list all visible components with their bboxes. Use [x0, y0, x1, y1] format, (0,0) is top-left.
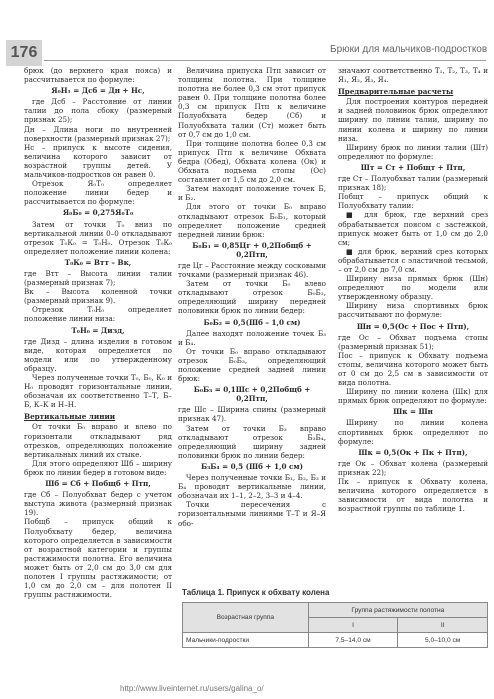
page-number: 176: [6, 40, 42, 66]
paragraph: Пос – припуск к Обхвату подъема стопы, величина которого может быть от 0 см до 2,5 см в зависимости от вида полотна.: [338, 350, 488, 388]
paragraph: Вк – Высота коленной точки (размерный признак 9).: [24, 287, 172, 306]
paragraph: Далее находят положение точек Б₃ и Б₄.: [178, 328, 326, 347]
paragraph: значают соответственно Т₁, Т₂, Т₃, Т₄ и Я₁, Я₂, Я₃, Я₄.: [338, 66, 488, 85]
table-cell: 7,5–14,0 см: [308, 633, 398, 648]
paragraph: где Втт – Высота линии талии (размерный признак 7);: [24, 268, 172, 288]
paragraph: Отрезок Я₀Т₀ определяет положение линии бедер и рассчитывается по формуле:: [24, 179, 172, 207]
bullet-item: ■ для брюк, верхний срез которых обрабатывается с эластичной тесьмой, – от 2,0 см до 7,0 см.: [338, 246, 488, 274]
paragraph: От точки Б₀ вправо откладывают отрезок Б₀Б₃, определяющий положение средней задней линии брюк:: [178, 346, 326, 384]
section-heading: Предварительные расчеты: [338, 87, 454, 97]
paragraph: где Дизд – длина изделия в готовом виде, которая определяется по модели или по утвержденному образцу.: [24, 336, 172, 373]
paragraph: Ширину брюк по линии талии (Шт) определяют по формуле:: [338, 142, 488, 161]
table-row: [183, 633, 488, 648]
knee-allowance-table: [182, 602, 488, 648]
paragraph: Нс – припуск к высоте сидения, величина которого зависит от возрастной группы детей. У мальчиков-подростков он равен 0.: [24, 142, 172, 180]
paragraph: Величина припуска Птп зависит от толщины полотна. При толщине полотна не более 0,3 см этот припуск равен 0. При толщине полотна более 0,3 см припуск Птп к величине Полуобхвата бедер (Сб) и Полуобхвата талии (Ст) может быть от 0,7 см до 1,0 см.: [178, 66, 326, 139]
group-2-header: II: [398, 618, 488, 633]
paragraph: где Цг – Расстояние между сосковыми точками (размерный признак 46).: [178, 260, 326, 280]
formula: Шн = 0,5(Ос + Пос + Птп),: [356, 321, 470, 331]
paragraph: где Ос – Обхват подъема стопы (размерный признак 51);: [338, 332, 488, 351]
stretch-group-header: Группа растяжимости полотна: [308, 603, 487, 618]
paragraph: брюк (до верхнего края пояса) и рассчитывается по формуле:: [24, 66, 172, 85]
paragraph: где Шс – Ширина спины (размерный признак 47).: [178, 405, 326, 424]
formula: Б₀Б₃ = 0,1Шс + 0,2Побщб + 0,2Птп,: [193, 385, 311, 404]
bullet-item: ■ для брюк, где верхний срез обрабатывается поясом с застежкой, припуск может быть от 1,0 см до 2,0 см;: [338, 210, 488, 247]
text-column-2: [178, 66, 326, 528]
formula: Т₀К₀ = Втт – Вк,: [64, 257, 132, 267]
formula: Б₀Б₁ = 0,85Цг + 0,2Побщб + 0,2Птп,: [192, 240, 312, 259]
paragraph: Отрезок Т₀Н₀ определяет положение линии низа:: [24, 305, 172, 324]
paragraph: От точки Б₀ вправо и влево по горизонтали откладывают ряд отрезков, определяющих положение вертикальных линий их стыке.: [24, 422, 172, 459]
paragraph: Пк – припуск к Обхвату колена, величина которого определяется в зависимости от вида полотна и возрастной группы по таблице 1.: [338, 477, 488, 514]
paragraph: Ширину по линии колена спортивных брюк определяют по формуле:: [338, 418, 488, 446]
paragraph: При толщине полотна более 0,3 см припуск Птп к величине Обхвата бедра (Обед), Обхвата колена (Ок) и Обхвата подъема стопы (Ос) составляет от 1,5 см до 2,0 см.: [178, 138, 326, 185]
paragraph: где Дсб – Расстояние от линии талии до пола сбоку (размерный признак 25);: [24, 97, 172, 125]
paragraph: Затем от точки Т₀ вниз по вертикальной линии 0–0 откладывают отрезок Т₀К₀ = Т₀Н₀. Отрезок Т₀К₀ определяет положение линии колена:: [24, 219, 172, 256]
paragraph: Точки пересечения с горизонтальными линиями Т–Т и Я–Я обо-: [178, 500, 326, 528]
row-label: Мальчики-подростки: [183, 633, 309, 648]
formula: Шт = Ст + Побщт + Птп,: [360, 162, 466, 172]
formula: Б₃Б₄ = 0,5 (Шб + 1,0 см): [201, 461, 303, 471]
table-title: Таблица 1. Припуск к обхвату колена: [182, 588, 330, 597]
paragraph: Затем находят положение точек Б, и Б₂.: [178, 184, 326, 203]
paragraph: где Ок – Обхват колена (размерный признак 22);: [338, 458, 488, 477]
text-column-1: [24, 66, 172, 599]
formula: Б₀Б₂ = 0,5(Шб – 1,0 см): [203, 317, 301, 327]
paragraph: Ширину низа спортивных брюк рассчитывают по формуле:: [338, 301, 488, 320]
formula: Я₀Б₀ = 0,275Я₀Т₀: [62, 208, 134, 218]
paragraph: Ширину по линии колена (Шк) для прямых брюк определяют по формуле:: [338, 387, 488, 406]
section-heading: Вертикальные линии: [24, 412, 116, 422]
paragraph: где Ст – Полуобхват талии (размерный признак 18);: [338, 174, 488, 193]
age-group-header: Возрастная группа: [183, 603, 309, 633]
formula: Шб = Сб + Побщб + Птп,: [45, 479, 151, 489]
text-column-3: [338, 66, 488, 513]
paragraph: Затем от точки Б₀ влево откладывают отрезок Б₀Б₂, определяющий ширину передней половинки брюк по линии бедер:: [178, 279, 326, 316]
paragraph: Затем от точки Б₃ вправо откладывают отрезок Б₃Б₄, определяющий ширину задней половинки брюк по линии бедер:: [178, 423, 326, 460]
table-header-row: [183, 603, 488, 618]
paragraph: Побщб – припуск общий к Полуобхвату бедер, величина которого определяется в зависимости от возрастной категории и группы растяжимости полотна. Его величина может быть от 2,0 см до 3,0 см для полотен I группы растяжимости; от 1,0 см до 2,0 см – для полотен II группы растяжимости.: [24, 517, 172, 600]
paragraph: Через полученные точки Б₁, Б₂, Б₃ и Б₄ проводят вертикальные линии, обозначая их 1–1, 2–2, 3–3 и 4–4.: [178, 473, 326, 501]
formula: Т₀Н₀ = Дизд,: [71, 325, 125, 335]
table-cell: 5,0–10,0 см: [398, 633, 488, 648]
paragraph: Через полученные точки Т₀, Б₀, К₀ и Н₀ проводят горизонтальные линии, обозначая их соответственно Т–Т, Б–Б, К–К и Н–Н.: [24, 373, 172, 410]
formula: Шк = Шн: [393, 407, 433, 417]
paragraph: Для этого от точки Б₀ вправо откладывают отрезок Б₀Б₁, который определяет положение средней передней линии брюк:: [178, 202, 326, 239]
running-title: Брюки для мальчиков-подростков: [330, 44, 488, 55]
paragraph: где Сб – Полуобхват бедер с учетом выступа живота (размерный признак 19).: [24, 490, 172, 518]
paragraph: Для построения контуров передней и задней половинок брюк определяют ширину по линии талии, ширину по линии колена и ширину по линии низа.: [338, 97, 488, 143]
paragraph: Дн – Длина ноги по внутренней поверхности (размерный признак 27);: [24, 124, 172, 143]
paragraph: Для этого определяют Шб – ширину брюк по линии бедер в готовом виде:: [24, 458, 172, 477]
group-1-header: I: [308, 618, 398, 633]
paragraph: Ширину низа прямых брюк (Шн) определяют по модели или утвержденному образцу.: [338, 274, 488, 302]
header-rule: [44, 60, 486, 61]
formula: Я₀Н₁ = Дсб = Дн + Нс,: [51, 86, 145, 96]
formula: Шк = 0,5(Ок + Пк + Птп),: [358, 447, 468, 457]
footer-url: http://www.liveinternet.ru/users/galina_o/: [120, 684, 264, 693]
paragraph: Побщт – припуск общий к Полуобхвату талии:: [338, 192, 488, 211]
